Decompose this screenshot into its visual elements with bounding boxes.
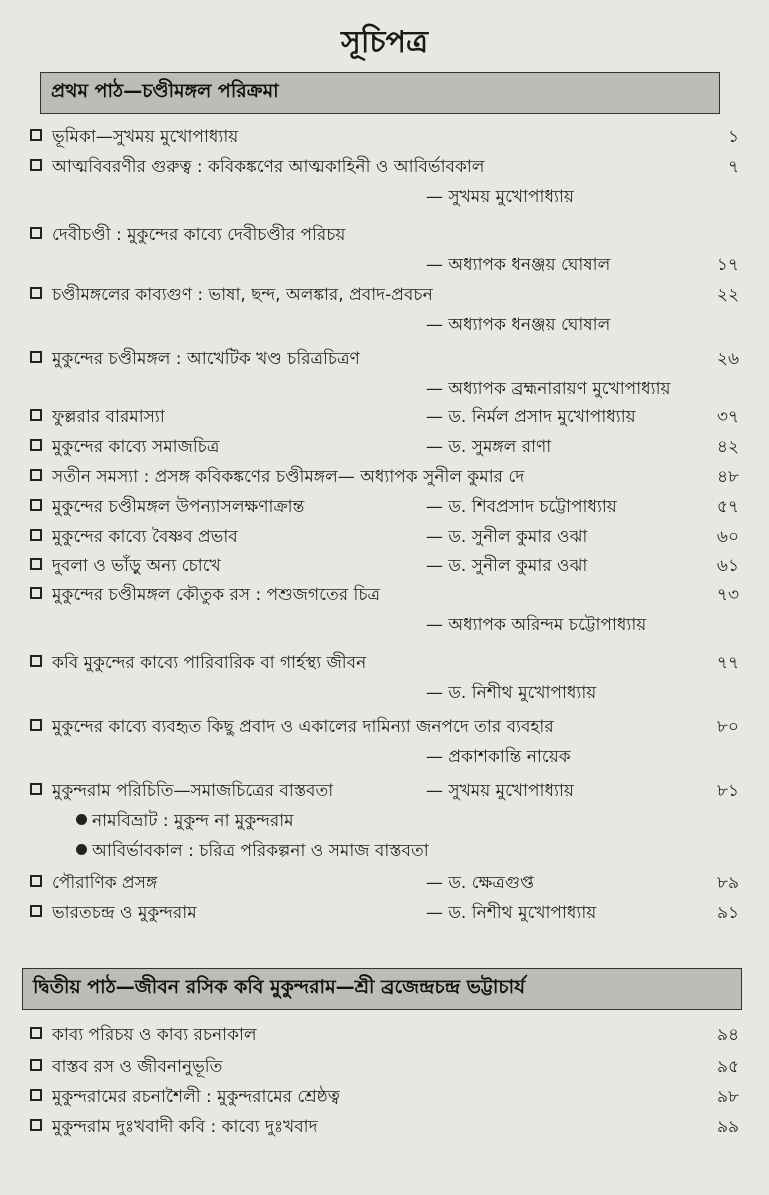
- toc-entry: [0, 180, 769, 210]
- entry-title: মুকুন্দরাম দুঃখবাদী কবি : কাব্যে দুঃখবাদ: [52, 1117, 318, 1137]
- entry-subtopic: নামবিভ্রাট : মুকুন্দ না মুকুন্দরাম: [92, 811, 294, 831]
- checkbox-square-icon: [30, 655, 42, 667]
- entry-page-number: ৯৯: [716, 1117, 739, 1137]
- toc-entry: [0, 520, 769, 550]
- entry-author: — ড. নির্মল প্রসাদ মুখোপাধ্যায়: [426, 407, 636, 427]
- entry-title: চণ্ডীমঙ্গলের কাব্যগুণ : ভাষা, ছন্দ, অলঙ্কার, প্রবাদ-প্রবচন: [52, 285, 433, 305]
- checkbox-square-icon: [30, 499, 42, 511]
- entry-author: — ড. সুনীল কুমার ওঝা: [426, 556, 588, 576]
- toc-entry: [0, 460, 769, 490]
- checkbox-square-icon: [30, 409, 42, 421]
- checkbox-square-icon: [30, 783, 42, 795]
- entry-author: — অধ্যাপক অরিন্দম চট্টোপাধ্যায়: [426, 615, 647, 635]
- checkbox-square-icon: [30, 1027, 42, 1039]
- checkbox-square-icon: [30, 159, 42, 171]
- entry-subtopic: আবির্ভাবকাল : চরিত্র পরিকল্পনা ও সমাজ বাস্তবতা: [92, 841, 429, 861]
- toc-entry: [0, 740, 769, 770]
- entry-page-number: ৪৮: [716, 467, 739, 487]
- entry-page-number: ৮০: [716, 717, 739, 737]
- entry-title: বাস্তব রস ও জীবনানুভূতি: [52, 1057, 223, 1077]
- entry-page-number: ৩৭: [716, 407, 739, 427]
- entry-page-number: ৮৯: [716, 873, 739, 893]
- entry-author: — সুখময় মুখোপাধ্যায়: [426, 187, 574, 207]
- toc-entry: [0, 1018, 769, 1048]
- toc-entry: [0, 608, 769, 638]
- entry-title: দেবীচণ্ডী : মুকুন্দের কাব্যে দেবীচণ্ডীর পরিচয়: [52, 225, 346, 245]
- entry-title: মুকুন্দের চণ্ডীমঙ্গল : আখেটিক খণ্ড চরিত্রচিত্রণ: [52, 349, 360, 369]
- section-heading-text: দ্বিতীয় পাঠ—জীবন রসিক কবি মুকুন্দরাম—শ্রী ব্রজেন্দ্রচন্দ্র ভট্টাচার্য: [33, 976, 526, 998]
- entry-title: মুকুন্দরাম পরিচিতি—সমাজচিত্রের বাস্তবতা: [52, 781, 334, 801]
- bullet-icon: [76, 814, 87, 825]
- entry-page-number: ৭: [727, 157, 739, 177]
- entry-author: — অধ্যাপক ধনঞ্জয় ঘোষাল: [426, 255, 611, 275]
- checkbox-square-icon: [30, 129, 42, 141]
- entry-title: পৌরাণিক প্রসঙ্গ: [52, 873, 158, 893]
- bullet-icon: [76, 844, 87, 855]
- entry-title: কাব্য পরিচয় ও কাব্য রচনাকাল: [52, 1025, 257, 1045]
- entry-title: মুকুন্দের কাব্যে সমাজচিত্র: [52, 437, 220, 457]
- toc-entry: [0, 676, 769, 706]
- toc-entry: [0, 1080, 769, 1110]
- toc-entry: [0, 774, 769, 804]
- toc-entry: [0, 549, 769, 579]
- page-title: সূচিপত্র: [341, 25, 428, 60]
- entry-author: — অধ্যাপক ধনঞ্জয় ঘোষাল: [426, 315, 611, 335]
- entry-page-number: ১: [727, 127, 739, 147]
- section-heading-2: [22, 968, 742, 1010]
- toc-entry: [0, 120, 769, 150]
- entry-author: — ড. ক্ষেত্রগুপ্ত: [426, 873, 534, 893]
- checkbox-square-icon: [30, 227, 42, 239]
- entry-title: আত্মবিবরণীর গুরুত্ব : কবিকঙ্কণের আত্মকাহিনী ও আবির্ভাবকাল: [52, 157, 485, 177]
- entry-title: সতীন সমস্যা : প্রসঙ্গ কবিকঙ্কণের চণ্ডীমঙ্গল— অধ্যাপক সুনীল কুমার দে: [52, 467, 525, 487]
- checkbox-square-icon: [30, 587, 42, 599]
- entry-page-number: ২২: [716, 285, 739, 305]
- toc-entry: [0, 150, 769, 180]
- entry-page-number: ৬১: [716, 556, 739, 576]
- toc-entry: [0, 400, 769, 430]
- entry-author: — ড. নিশীথ মুখোপাধ্যায়: [426, 683, 597, 703]
- entry-page-number: ৭৭: [716, 653, 739, 673]
- toc-entry: [0, 218, 769, 248]
- entry-page-number: ৭৩: [716, 585, 739, 605]
- entry-title: মুকুন্দের চণ্ডীমঙ্গল কৌতুক রস : পশুজগতের চিত্র: [52, 585, 381, 605]
- checkbox-square-icon: [30, 469, 42, 481]
- entry-author: — অধ্যাপক ব্রহ্মনারায়ণ মুখোপাধ্যায়: [426, 379, 671, 399]
- entry-author: — প্রকাশকান্তি নায়েক: [426, 747, 571, 767]
- entry-page-number: ২৬: [716, 349, 739, 369]
- entry-page-number: ১৭: [716, 255, 739, 275]
- checkbox-square-icon: [30, 875, 42, 887]
- section-heading-text: প্রথম পাঠ—চণ্ডীমঙ্গল পরিক্রমা: [51, 80, 279, 102]
- entry-title: ভারতচন্দ্র ও মুকুন্দরাম: [52, 903, 197, 923]
- entry-page-number: ৯৫: [716, 1057, 739, 1077]
- checkbox-square-icon: [30, 719, 42, 731]
- checkbox-square-icon: [30, 287, 42, 299]
- entry-author: — ড. সুমঙ্গল রাণা: [426, 437, 552, 457]
- entry-page-number: ৯১: [716, 903, 739, 923]
- toc-entry: [0, 430, 769, 460]
- entry-title: কবি মুকুন্দের কাব্যে পারিবারিক বা গার্হস্থ্য জীবন: [52, 653, 367, 673]
- toc-entry: [0, 896, 769, 926]
- toc-entry: [0, 710, 769, 740]
- checkbox-square-icon: [30, 529, 42, 541]
- section-heading-1: [40, 72, 720, 114]
- entry-title: দুবলা ও ভাঁড়ু অন্য চোখে: [52, 556, 221, 576]
- toc-entry: [0, 804, 769, 834]
- toc-entry: [0, 578, 769, 608]
- entry-page-number: ৯৪: [716, 1025, 739, 1045]
- toc-entry: [0, 1050, 769, 1080]
- entry-title: মুকুন্দের কাব্যে বৈষ্ণব প্রভাব: [52, 527, 238, 547]
- entry-title: মুকুন্দের চণ্ডীমঙ্গল উপন্যাসলক্ষণাক্রান্ত: [52, 497, 305, 517]
- entry-title: ফুল্লরার বারমাস্যা: [52, 407, 165, 427]
- toc-entry: [0, 646, 769, 676]
- entry-author: — ড. সুনীল কুমার ওঝা: [426, 527, 588, 547]
- toc-entry: [0, 308, 769, 338]
- toc-entry: [0, 278, 769, 308]
- toc-entry: [0, 866, 769, 896]
- toc-entry: [0, 248, 769, 278]
- toc-entry: [0, 1110, 769, 1140]
- checkbox-square-icon: [30, 439, 42, 451]
- entry-page-number: ৫৭: [716, 497, 739, 517]
- entry-page-number: ৬০: [716, 527, 739, 547]
- checkbox-square-icon: [30, 1089, 42, 1101]
- toc-entry: [0, 834, 769, 864]
- entry-title: মুকুন্দের কাব্যে ব্যবহৃত কিছু প্রবাদ ও একালের দামিন্যা জনপদে তার ব্যবহার: [52, 717, 554, 737]
- entry-title: মুকুন্দরামের রচনাশৈলী : মুকুন্দরামের শ্রেষ্ঠত্ব: [52, 1087, 340, 1107]
- entry-title: ভূমিকা—সুখময় মুখোপাধ্যায়: [52, 127, 239, 147]
- checkbox-square-icon: [30, 1059, 42, 1071]
- checkbox-square-icon: [30, 558, 42, 570]
- entry-author: — ড. নিশীথ মুখোপাধ্যায়: [426, 903, 597, 923]
- toc-entry: [0, 490, 769, 520]
- checkbox-square-icon: [30, 905, 42, 917]
- checkbox-square-icon: [30, 1119, 42, 1131]
- entry-author: — সুখময় মুখোপাধ্যায়: [426, 781, 574, 801]
- entry-page-number: ৮১: [716, 781, 739, 801]
- entry-author: — ড. শিবপ্রসাদ চট্টোপাধ্যায়: [426, 497, 617, 517]
- toc-entry: [0, 342, 769, 372]
- entry-page-number: ৪২: [716, 437, 739, 457]
- checkbox-square-icon: [30, 351, 42, 363]
- toc-entry: [0, 372, 769, 402]
- entry-page-number: ৯৮: [716, 1087, 739, 1107]
